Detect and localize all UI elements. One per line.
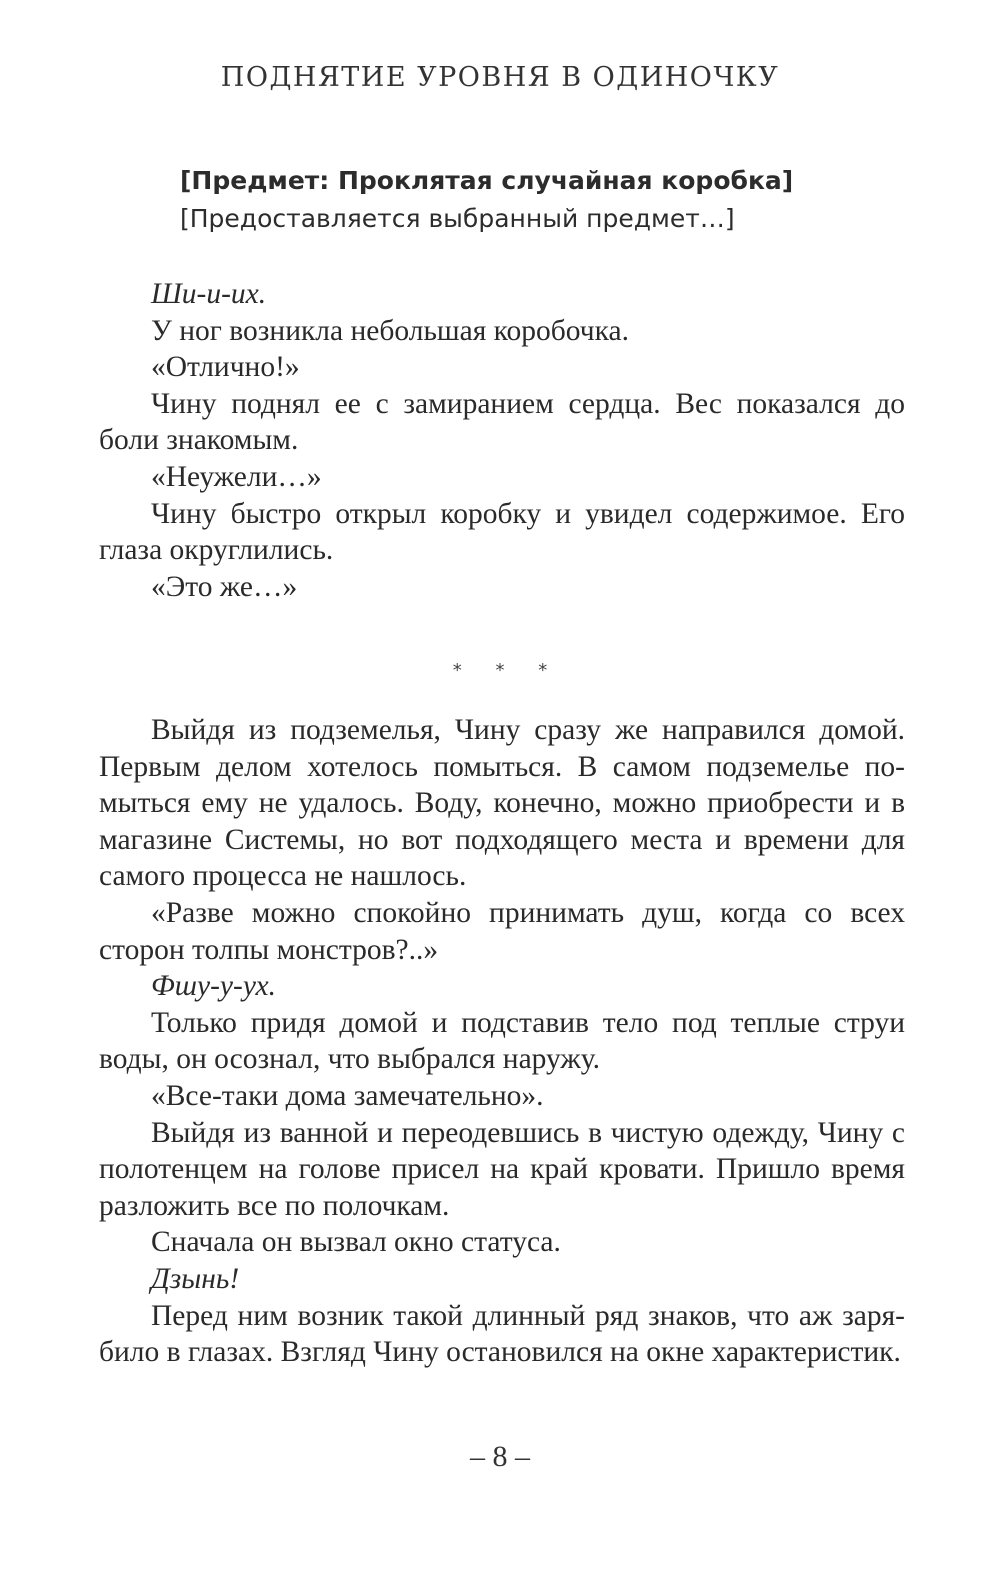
scene-separator: * * *	[452, 660, 562, 681]
system-message-title: [Предмет: Проклятая случайная коробка]	[180, 166, 794, 195]
running-head: ПОДНЯТИЕ УРОВНЯ В ОДИНОЧКУ	[220, 62, 780, 93]
system-message-line: [Предоставляется выбранный предмет…]	[180, 204, 735, 233]
page-number: – 8 –	[470, 1440, 530, 1473]
paragraph: Выйдя из подземелья, Чину сразу же направился домой. Первым делом хотелось помыться. В самом подземелье по-мыться ему не удалось. Воду, конечно, можно приобрести и в магазине Системы, но вот подходящего места и времени для самого процесса не нашлось.	[99, 714, 905, 893]
text-section-2	[99, 712, 905, 1371]
paragraph: «Отлично!»	[151, 351, 300, 384]
paragraph: «Это же…»	[151, 570, 298, 603]
paragraph: Чину быстро открыл коробку и увидел содержимое. Его глаза округлились.	[99, 497, 905, 567]
paragraph: «Все-таки дома замечательно».	[151, 1079, 544, 1112]
paragraph: «Неужели…»	[151, 460, 322, 493]
paragraph: Только придя домой и подставив тело под теплые струи воды, он осознал, что выбрался наружу.	[99, 1006, 905, 1076]
paragraph: Дзынь!	[151, 1262, 240, 1295]
paragraph: Ши-и-их.	[151, 278, 267, 310]
paragraph: У ног возникла небольшая коробочка.	[151, 314, 629, 347]
paragraph: Выйдя из ванной и переодевшись в чистую одежду, Чину с полотенцем на голове присел на край кровати. Пришло время разложить все по полочкам.	[99, 1116, 905, 1222]
paragraph: «Разве можно спокойно принимать душ, когда со всех сторон толпы монстров?..»	[99, 896, 905, 966]
text-section-1	[99, 276, 905, 605]
system-message	[180, 162, 900, 238]
paragraph: Фшу-у-ух.	[151, 970, 277, 1003]
paragraph: Сначала он вызвал окно статуса.	[151, 1226, 561, 1259]
paragraph: Чину поднял ее с замиранием сердца. Вес показался до боли знакомым.	[99, 387, 905, 457]
paragraph: Перед ним возник такой длинный ряд знаков, что аж заря-било в глазах. Взгляд Чину остановился на окне характеристик.	[99, 1299, 905, 1369]
